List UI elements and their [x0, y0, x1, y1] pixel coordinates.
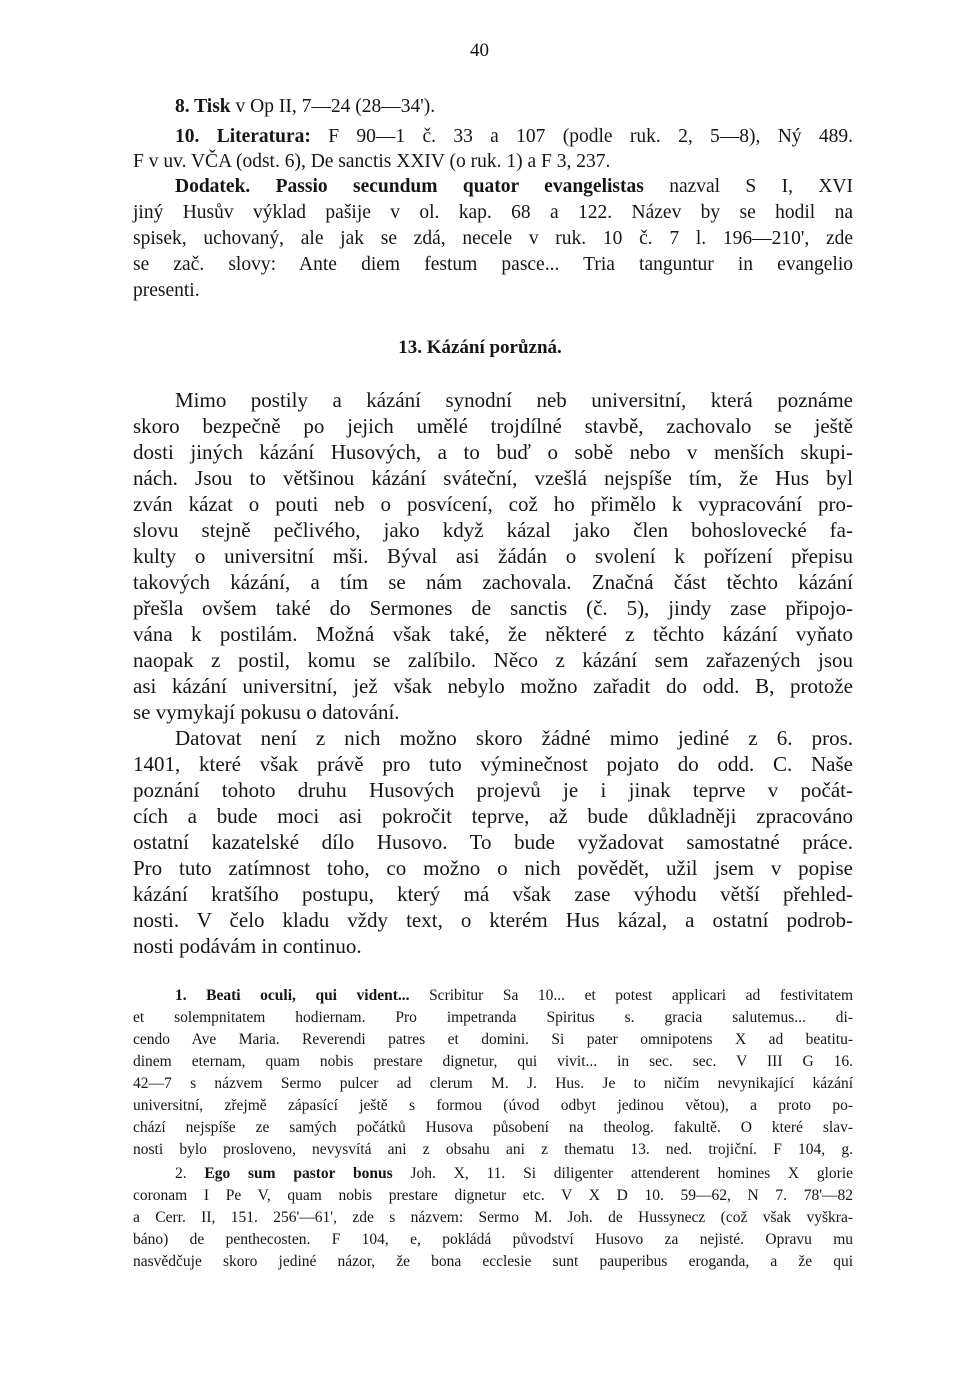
footnote-line: dinem eternam, quam nobis prestare dignetur, qui vivit... in sec. sec. V III G 16.	[133, 1053, 853, 1070]
footnote-2-first	[175, 1166, 853, 1182]
footnote-line: chází nejspíše ze samých počátků Husova působení na theolog. fakultě. O které slav-	[133, 1119, 853, 1136]
footnote-line: a Cerr. II, 151. 256'—61', zde s názvem: Sermo M. Joh. de Hussynecz (což však vyškra-	[133, 1209, 853, 1226]
body-line: takových kázání, a tím se nám zachovala. Značná část těchto kázání	[133, 570, 853, 594]
body-line: se vymykají pokusu o datování.	[133, 700, 400, 724]
note-label: 8. Tisk	[175, 96, 231, 117]
footnote-text: Scribitur Sa 10... et potest applicari ad festivitatem	[409, 987, 853, 1004]
body-line: přešla ovšem také do Sermones de sanctis (č. 5), jindy zase připojo-	[133, 596, 853, 620]
footnote-line: et solempnitatem hodiernam. Pro impetranda Spiritus s. gracia salutemus... di-	[133, 1009, 853, 1026]
body-line: nách. Jsou to většinou kázání sváteční, vzešlá nejspíše tím, že Hus byl	[133, 466, 853, 490]
body-line: Mimo postily a kázání synodní neb universitní, která poznáme	[175, 388, 853, 412]
note-dodatek-line: spisek, uchovaný, ale jak se zdá, necele v ruk. 10 č. 7 l. 196—210', zde	[133, 228, 853, 249]
note-10	[175, 127, 853, 147]
note-label: Dodatek. Passio secundum quator evangelistas	[175, 176, 644, 197]
note-8	[175, 97, 853, 117]
footnote-line: nasvědčuje skoro jediné názor, že bona ecclesie sunt pauperibus eroganda, a že qui	[133, 1253, 853, 1270]
body-line: poznání tohoto druhu Husových projevů je i jinak teprve v počát-	[133, 778, 853, 802]
footnote-1-first	[175, 988, 853, 1004]
note-dodatek-line: se zač. slovy: Ante diem festum pasce... Tria tanguntur in evangelio	[133, 254, 853, 275]
note-text: F 90—1 č. 33 a 107 (podle ruk. 2, 5—8), Ný 489.	[310, 126, 853, 147]
body-line: vána k postilám. Možná však také, že některé z těchto kázání vyňato	[133, 622, 853, 646]
footnote-line: universitní, zřejmě zápasící ještě s formou (úvod odbyt jedinou větou), a proto po-	[133, 1097, 853, 1114]
body-line: kázání kratšího postupu, který má však zase výhodu větší přehled-	[133, 882, 853, 906]
section-heading	[0, 337, 960, 359]
body-line: naopak z postil, komu se zalíbilo. Něco z kázání sem zařazených jsou	[133, 648, 853, 672]
page-number: 40	[470, 40, 489, 61]
footnote-line: 42—7 s názvem Sermo pulcer ad clerum M. J. Hus. Je to ničím nevynikající kázání	[133, 1075, 853, 1092]
footnote-label: Ego sum pastor bonus	[204, 1165, 393, 1182]
note-label: 10. Literatura:	[175, 126, 311, 147]
footnote-text: Joh. X, 11. Si diligenter attenderent homines X glorie	[392, 1165, 854, 1182]
note-10-cont: F v uv. VČA (odst. 6), De sanctis XXIV (o ruk. 1) a F 3, 237.	[133, 151, 611, 172]
body-line: dosti jiných kázání Husových, a to buď o sobě nebo v menších skupi-	[133, 440, 853, 464]
body-line: ostatní kazatelské dílo Husovo. To bude vyžadovat samostatné práce.	[133, 830, 853, 854]
section-title: 13. Kázání porůzná.	[398, 337, 562, 358]
footnote-line: nosti bylo prosloveno, nevysvítá ani z obsahu ani z thematu 13. ned. trojiční. F 104, g.	[133, 1141, 853, 1158]
note-text: v Op II, 7—24 (28—34').	[230, 96, 436, 117]
footnote-label: 1. Beati oculi, qui vident...	[175, 987, 410, 1004]
note-text: nazval S I, XVI	[643, 176, 853, 197]
body-line: Pro tuto zatímnost toho, co možno o nich povědět, užil jsem v popise	[133, 856, 853, 880]
body-line: Datovat není z nich možno skoro žádné mimo jediné z 6. pros.	[175, 726, 853, 750]
body-line: slovu stejně pečlivého, jako když kázal jako člen bohoslovecké fa-	[133, 518, 853, 542]
footnote-line: cendo Ave Maria. Reverendi patres et domini. Si pater omnipotens X ad beatitu-	[133, 1031, 853, 1048]
body-line: asi kázání universitní, jež však nebylo možno zařadit do odd. B, protože	[133, 674, 853, 698]
body-line: zván kázat o pouti neb o posvícení, což ho přimělo k vypracování pro-	[133, 492, 853, 516]
note-dodatek	[175, 177, 853, 197]
note-dodatek-line: jiný Husův výklad pašije v ol. kap. 68 a 122. Název by se hodil na	[133, 202, 853, 223]
body-line: nosti podávám in continuo.	[133, 934, 362, 958]
body-line: kulty o universitní mši. Býval asi žádán o svolení k pořízení přepisu	[133, 544, 853, 568]
note-dodatek-line: presenti.	[133, 280, 200, 301]
body-line: cích a bude moci asi pokročit teprve, až bude důkladněji zpracováno	[133, 804, 853, 828]
body-line: 1401, které však právě pro tuto výminečnost pojato do odd. C. Naše	[133, 752, 853, 776]
footnote-number: 2.	[175, 1165, 187, 1182]
footnote-line: báno) de penthecosten. F 104, e, pokládá původství Husovo za nejisté. Opravu mu	[133, 1231, 853, 1248]
body-line: skoro bezpečně po jejich umělé trojdílné stavbě, zachovalo se ještě	[133, 414, 853, 438]
body-line: nosti. V čelo kladu vždy text, o kterém Hus kázal, a ostatní podrob-	[133, 908, 853, 932]
footnote-line: coronam I Pe V, quam nobis prestare dignetur etc. V X D 10. 59—62, N 7. 78'—82	[133, 1187, 853, 1204]
